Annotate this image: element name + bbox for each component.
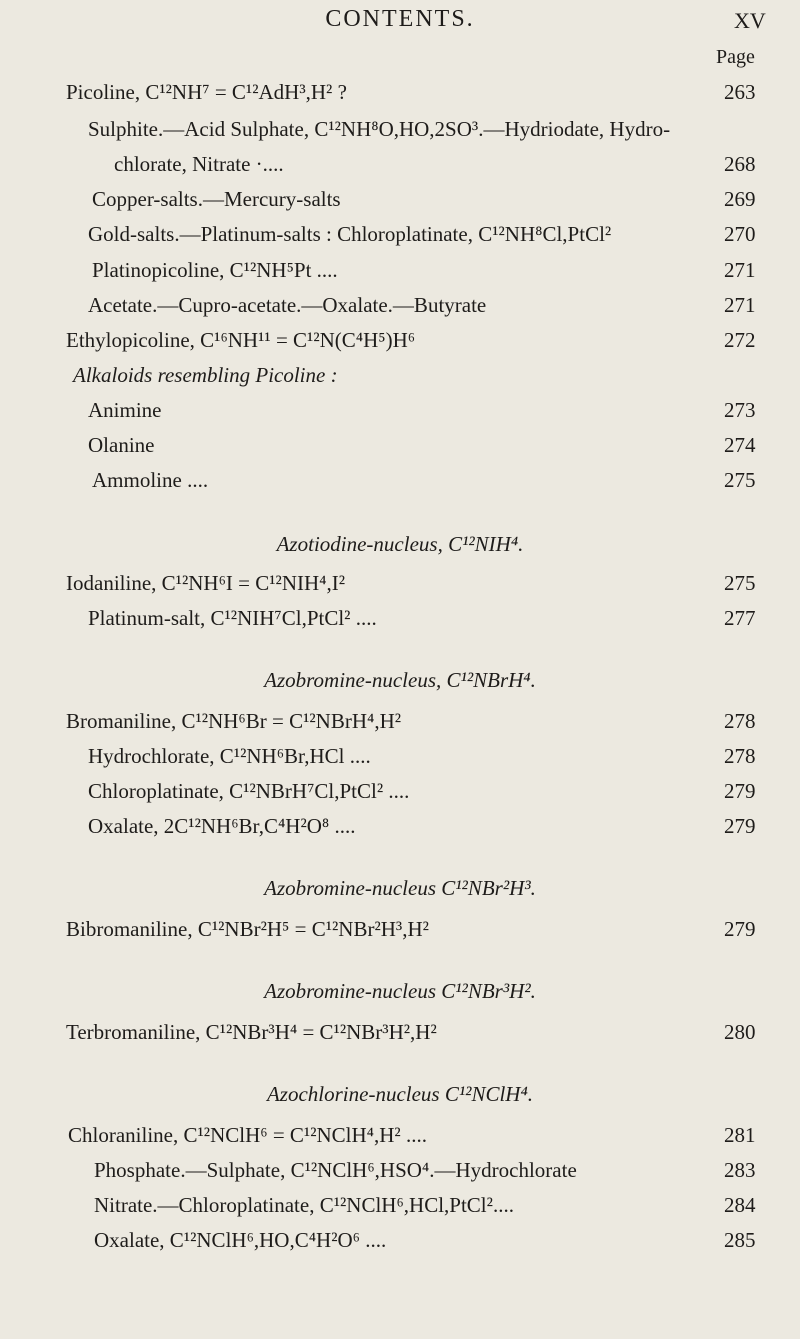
toc-entry-page: 280: [724, 1020, 756, 1044]
toc-entry-text: Olanine: [88, 433, 155, 457]
toc-entry-page: 271: [724, 258, 756, 282]
toc-entry-page: 279: [724, 814, 756, 838]
toc-entry-page: 278: [724, 709, 756, 733]
toc-entry: [0, 117, 800, 149]
toc-entry: [0, 1158, 800, 1190]
toc-entry: [0, 187, 800, 219]
toc-entry-page: 271: [724, 293, 756, 317]
toc-entry: [0, 1123, 800, 1155]
toc-entry-text: Bromaniline, C¹²NH⁶Br = C¹²NBrH⁴,H²: [66, 709, 402, 733]
roman-page-number: XV: [734, 8, 766, 33]
page-header-title: CONTENTS.: [325, 6, 475, 32]
toc-entry-text: Picoline, C¹²NH⁷ = C¹²AdH³,H² ?: [66, 80, 347, 104]
toc-entry-page: 263: [724, 80, 756, 104]
toc-entry-page: 274: [724, 433, 756, 457]
toc-entry: [0, 293, 800, 325]
toc-entry-text: Chloroplatinate, C¹²NBrH⁷Cl,PtCl² ....: [88, 779, 410, 803]
toc-entry-text: Gold-salts.—Platinum-salts : Chloroplatinate, C¹²NH⁸Cl,PtCl²: [88, 222, 612, 246]
toc-entry-page: 269: [724, 187, 756, 211]
toc-entry: [0, 571, 800, 603]
toc-entry: [0, 152, 800, 184]
toc-entry-text: Nitrate.—Chloroplatinate, C¹²NClH⁶,HCl,PtCl²....: [94, 1193, 514, 1217]
toc-entry: [0, 779, 800, 811]
toc-entry-page: 272: [724, 328, 756, 352]
section-heading: Azobromine-nucleus C¹²NBr²H³.: [264, 876, 536, 900]
toc-entry-text: Ammoline ....: [92, 468, 209, 492]
toc-entry-page: 278: [724, 744, 756, 768]
toc-entry: [0, 1193, 800, 1225]
toc-entry: [0, 80, 800, 112]
toc-entry: [0, 328, 800, 360]
toc-entry-text: Terbromaniline, C¹²NBr³H⁴ = C¹²NBr³H²,H²: [66, 1020, 437, 1044]
toc-entry: [0, 744, 800, 776]
toc-entry-text: Bibromaniline, C¹²NBr²H⁵ = C¹²NBr²H³,H²: [66, 917, 429, 941]
toc-entry-text: Sulphite.—Acid Sulphate, C¹²NH⁸O,HO,2SO³.—Hydriodate, Hydro-: [88, 117, 671, 141]
toc-entry-text: Chloraniline, C¹²NClH⁶ = C¹²NClH⁴,H² ....: [68, 1123, 427, 1147]
toc-entry: [0, 258, 800, 290]
toc-entry: [0, 917, 800, 949]
toc-entry-text: Oxalate, 2C¹²NH⁶Br,C⁴H²O⁸ ....: [88, 814, 356, 838]
toc-entry-text: chlorate, Nitrate ·....: [114, 152, 284, 176]
toc-entry-text: Hydrochlorate, C¹²NH⁶Br,HCl ....: [88, 744, 371, 768]
toc-entry-text: Iodaniline, C¹²NH⁶I = C¹²NIH⁴,I²: [66, 571, 346, 595]
toc-entry-text: Copper-salts.—Mercury-salts: [92, 187, 341, 211]
toc-entry-text: Ethylopicoline, C¹⁶NH¹¹ = C¹²N(C⁴H⁵)H⁶: [66, 328, 416, 352]
section-heading: Azotiodine-nucleus, C¹²NIH⁴.: [276, 532, 524, 556]
toc-entry-page: 273: [724, 398, 756, 422]
toc-entry-page: 275: [724, 571, 756, 595]
section-heading: Azobromine-nucleus C¹²NBr³H².: [264, 979, 536, 1003]
toc-entry: [0, 709, 800, 741]
toc-entry: [0, 1020, 800, 1052]
toc-entry-page: 268: [724, 152, 756, 176]
toc-entry: [0, 814, 800, 846]
toc-entry-page: 283: [724, 1158, 756, 1182]
toc-entry-page: 284: [724, 1193, 756, 1217]
toc-entry: [0, 468, 800, 500]
toc-entry: [0, 433, 800, 465]
toc-entry: [0, 606, 800, 638]
toc-entry-text: Oxalate, C¹²NClH⁶,HO,C⁴H²O⁶ ....: [94, 1228, 387, 1252]
alkaloids-heading: Alkaloids resembling Picoline :: [73, 363, 338, 387]
toc-entry-text: Phosphate.—Sulphate, C¹²NClH⁶,HSO⁴.—Hydrochlorate: [94, 1158, 577, 1182]
page-column-label: Page: [716, 46, 755, 68]
toc-entry-page: 279: [724, 917, 756, 941]
section-heading: Azochlorine-nucleus C¹²NClH⁴.: [266, 1082, 534, 1106]
toc-entry-page: 281: [724, 1123, 756, 1147]
toc-entry-page: 277: [724, 606, 756, 630]
toc-entry-text: Acetate.—Cupro-acetate.—Oxalate.—Butyrate: [88, 293, 487, 317]
toc-entry-page: 275: [724, 468, 756, 492]
toc-entry-page: 270: [724, 222, 756, 246]
toc-entry-text: Animine: [88, 398, 162, 422]
toc-entry-page: 285: [724, 1228, 756, 1252]
toc-entry-text: Platinopicoline, C¹²NH⁵Pt ....: [92, 258, 338, 282]
toc-entry-text: Platinum-salt, C¹²NIH⁷Cl,PtCl² ....: [88, 606, 377, 630]
toc-entry: [0, 222, 800, 254]
toc-entry-page: 279: [724, 779, 756, 803]
section-heading: Azobromine-nucleus, C¹²NBrH⁴.: [264, 668, 536, 692]
toc-entry: [0, 1228, 800, 1260]
toc-entry: [0, 398, 800, 430]
